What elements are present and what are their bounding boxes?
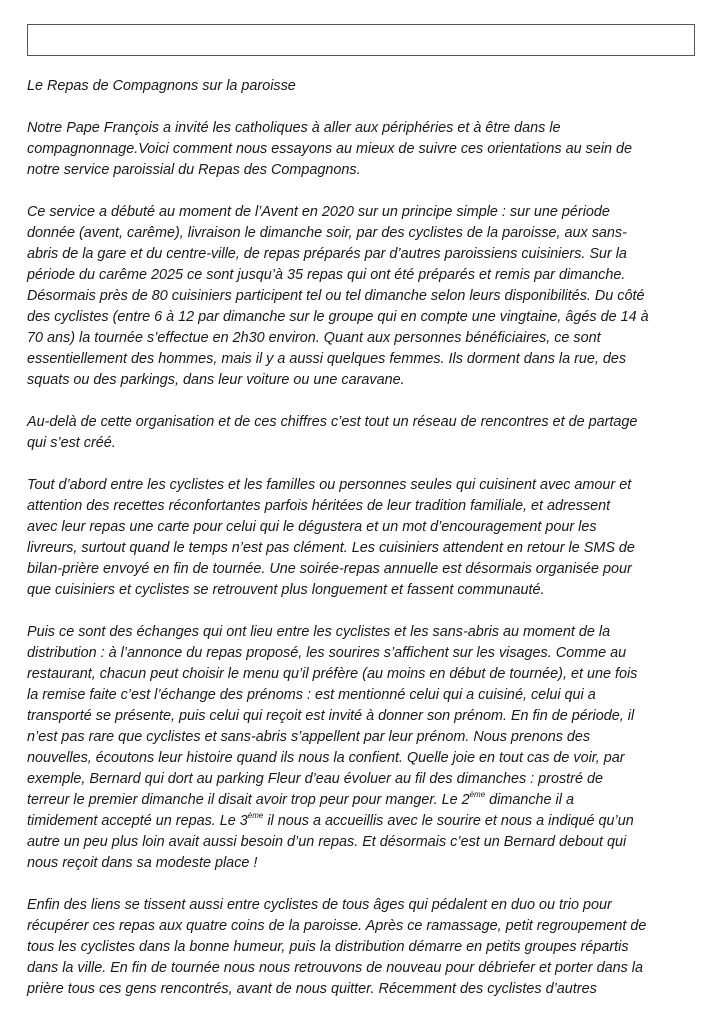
text-fragment: dimanche il a (485, 792, 574, 808)
paragraph-cyclists (27, 895, 699, 1000)
text-line: Ce service a débuté au moment de l’Avent en 2020 sur un principe simple : sur une période (27, 204, 610, 220)
text-line: n’est pas rare que cyclistes et sans-abris s’appellent par leur prénom. Nous prenons des (27, 729, 591, 745)
text-line: transporté se présente, puis celui qui reçoit est invité à donner son prénom. En fin de période, il (27, 708, 635, 724)
header-box (27, 24, 695, 56)
text-line: des cyclistes (entre 6 à 12 par dimanche sur le groupe qui en compte une vingtaine, âgés de 14 à (27, 309, 649, 325)
text-line: tous les cyclistes dans la bonne humeur, puis la distribution démarre en petits groupes répartis (27, 939, 629, 955)
text-line: Désormais près de 80 cuisiniers participent tel ou tel dimanche selon leurs disponibilités. Du côté (27, 288, 645, 304)
text-line: abris de la gare et du centre-ville, de repas préparés par d’autres paroissiens cuisiniers. Sur la (27, 246, 627, 262)
text-line: livreurs, surtout quand le temps n’est pas clément. Les cuisiniers attendent en retour le SMS de (27, 540, 635, 556)
text-line: restaurant, chacun peut choisir le menu qu’il préfère (au moins en début de tournée), et une fois (27, 666, 638, 682)
text-line: nouvelles, écoutons leur histoire quand ils nous la confient. Quelle joie en tout cas de voir, par (27, 750, 625, 766)
text-line: nous reçoit dans sa modeste place ! (27, 855, 258, 871)
text-line: récupérer ces repas aux quatre coins de la paroisse. Après ce ramassage, petit regroupement de (27, 918, 647, 934)
paragraph-network (27, 412, 699, 454)
text-line: prière tous ces gens rencontrés, avant de nous quitter. Récemment des cyclistes d’autres (27, 981, 597, 997)
paragraph-history (27, 202, 699, 391)
document-body (27, 76, 699, 1021)
paragraph-exchanges (27, 622, 699, 874)
text-line: donnée (avent, carême), livraison le dimanche soir, par des cyclistes de la paroisse, aux sans- (27, 225, 627, 241)
text-line: autre un peu plus loin avait aussi besoin d’un repas. Et désormais c’est un Bernard debout qui (27, 834, 627, 850)
text-line: essentiellement des hommes, mais il y a aussi quelques femmes. Ils dorment dans la rue, des (27, 351, 627, 367)
text-line: Enfin des liens se tissent aussi entre cyclistes de tous âges qui pédalent en duo ou trio pour (27, 897, 612, 913)
text-line: squats ou des parkings, dans leur voiture ou une caravane. (27, 372, 405, 388)
text-line (27, 790, 699, 811)
text-line: dans la ville. En fin de tournée nous nous retrouvons de nouveau pour débriefer et porter dans la (27, 960, 644, 976)
text-fragment: terreur le premier dimanche il disait avoir trop peur pour manger. Le 2 (27, 792, 470, 808)
text-line: la remise faite c’est l’échange des prénoms : est mentionné celui qui a cuisiné, celui qui a (27, 687, 596, 703)
text-line: qui s’est créé. (27, 435, 116, 451)
text-line: distribution : à l’annonce du repas proposé, les sourires s’affichent sur les visages. Comme au (27, 645, 627, 661)
text-line: notre service paroissial du Repas des Compagnons. (27, 162, 361, 178)
text-line: Au-delà de cette organisation et de ces chiffres c’est tout un réseau de rencontres et de partage (27, 414, 638, 430)
document-title: Le Repas de Compagnons sur la paroisse (27, 78, 296, 94)
text-line: période du carême 2025 ce sont jusqu’à 35 repas qui ont été préparés et remis par dimanche. (27, 267, 626, 283)
text-line (27, 811, 699, 832)
superscript: ème (247, 811, 264, 820)
text-line: Tout d’abord entre les cyclistes et les familles ou personnes seules qui cuisinent avec amour et (27, 477, 632, 493)
text-line: Notre Pape François a invité les catholiques à aller aux périphéries et à être dans le (27, 120, 561, 136)
superscript: ème (469, 790, 486, 799)
text-line: bilan-prière envoyé en fin de tournée. Une soirée-repas annuelle est désormais organisée pour (27, 561, 632, 577)
text-line: Puis ce sont des échanges qui ont lieu entre les cyclistes et les sans-abris au moment de la (27, 624, 611, 640)
text-fragment: il nous a accueillis avec le sourire et nous a indiqué qu’un (263, 813, 634, 829)
paragraph-intro (27, 118, 699, 181)
text-line: avec leur repas une carte pour celui qui le dégustera et un mot d’encouragement pour les (27, 519, 597, 535)
text-line: attention des recettes réconfortantes parfois héritées de leur tradition familiale, et adressent (27, 498, 611, 514)
text-line: exemple, Bernard qui dort au parking Fleur d’eau évoluer au fil des dimanches : prostré de (27, 771, 603, 787)
text-line: compagnonnage.Voici comment nous essayons au mieux de suivre ces orientations au sein de (27, 141, 633, 157)
paragraph-cooks (27, 475, 699, 601)
text-line: que cuisiniers et cyclistes se retrouvent plus longuement et fassent communauté. (27, 582, 545, 598)
text-fragment: timidement accepté un repas. Le 3 (27, 813, 248, 829)
text-line: 70 ans) la tournée s’effectue en 2h30 environ. Quant aux personnes bénéficiaires, ce sont (27, 330, 601, 346)
